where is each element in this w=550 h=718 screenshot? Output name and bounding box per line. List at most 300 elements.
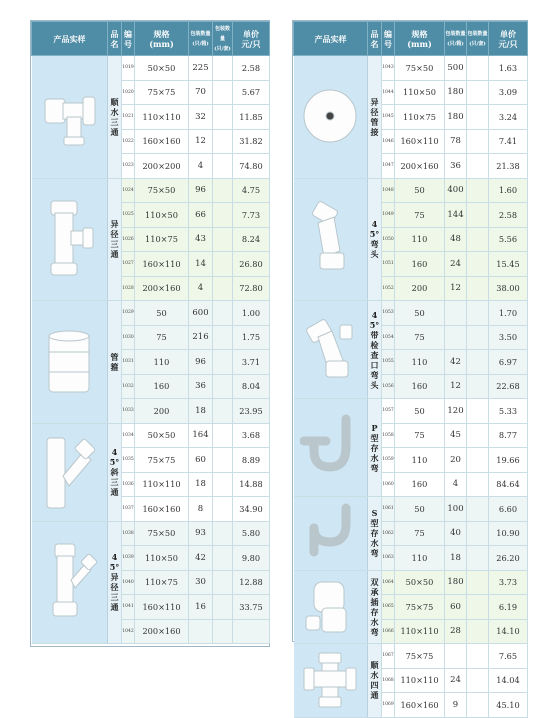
reducing-y-tee-icon (32, 521, 108, 644)
pack-cell: 18 (189, 472, 213, 497)
qty-cell (213, 619, 233, 644)
pack-cell: 180 (445, 570, 467, 595)
code-cell: 1066 (382, 619, 395, 644)
header-qty: 包装数量 (只/套) (213, 22, 233, 56)
code-cell: 1038 (122, 521, 135, 546)
qty-cell (213, 203, 233, 228)
header-photo: 产品实样 (294, 22, 368, 56)
pack-cell: 36 (445, 154, 467, 179)
pack-cell: 66 (189, 203, 213, 228)
price-cell: 5.67 (233, 80, 270, 105)
price-cell: 3.09 (489, 80, 528, 105)
spec-cell: 110×110 (395, 619, 445, 644)
price-cell: 5.80 (233, 521, 270, 546)
spec-cell: 110 (395, 546, 445, 571)
product-name: 45°斜三通 (108, 423, 122, 521)
qty-cell (213, 325, 233, 350)
price-cell: 1.70 (489, 301, 528, 326)
code-cell: 1050 (382, 227, 395, 252)
p-trap-icon (294, 399, 368, 497)
price-cell: 3.73 (489, 570, 528, 595)
right-table-body (294, 56, 528, 718)
spec-cell: 200×160 (135, 276, 189, 301)
pack-cell (445, 325, 467, 350)
product-name: S型存水弯 (368, 497, 382, 571)
qty-cell (213, 80, 233, 105)
qty-cell (213, 423, 233, 448)
code-cell: 1059 (382, 448, 395, 473)
price-cell: 1.00 (233, 301, 270, 326)
code-cell: 1026 (122, 227, 135, 252)
qty-cell (467, 423, 489, 448)
pack-cell: 4 (445, 472, 467, 497)
qty-cell (213, 521, 233, 546)
code-cell: 1020 (122, 80, 135, 105)
price-cell: 19.66 (489, 448, 528, 473)
pack-cell: 12 (445, 374, 467, 399)
qty-cell (467, 276, 489, 301)
qty-cell (213, 595, 233, 620)
spec-cell: 75 (135, 325, 189, 350)
price-cell: 4.75 (233, 178, 270, 203)
header-price: 单价 元/只 (489, 22, 528, 56)
pack-cell: 4 (189, 154, 213, 179)
code-cell: 1030 (122, 325, 135, 350)
table-row (32, 56, 270, 81)
qty-cell (467, 546, 489, 571)
price-cell: 33.75 (233, 595, 270, 620)
price-cell: 7.65 (489, 644, 528, 669)
code-cell: 1025 (122, 203, 135, 228)
spec-cell: 110 (395, 448, 445, 473)
price-cell: 11.85 (233, 105, 270, 130)
price-cell: 14.10 (489, 619, 528, 644)
product-name: P型存水弯 (368, 399, 382, 497)
spec-cell: 160×110 (135, 595, 189, 620)
price-cell: 21.38 (489, 154, 528, 179)
qty-cell (467, 252, 489, 277)
pack-cell: 20 (445, 448, 467, 473)
elbow-inspection-icon (294, 301, 368, 399)
qty-cell (467, 301, 489, 326)
code-cell: 1064 (382, 570, 395, 595)
spec-cell: 75×50 (135, 521, 189, 546)
pack-cell: 8 (189, 497, 213, 522)
price-cell: 34.90 (233, 497, 270, 522)
table-row (294, 56, 528, 81)
table-header-row (32, 22, 270, 56)
spec-cell: 50 (395, 497, 445, 522)
qty-cell (467, 595, 489, 620)
qty-cell (467, 374, 489, 399)
pack-cell (445, 301, 467, 326)
header-pack: 包装数量 (只/箱) (445, 22, 467, 56)
left-table-body (32, 56, 270, 644)
pack-cell: 12 (189, 129, 213, 154)
spec-cell: 75×75 (395, 644, 445, 669)
table-row (294, 570, 528, 595)
pack-cell: 42 (189, 546, 213, 571)
qty-cell (213, 178, 233, 203)
qty-cell (213, 301, 233, 326)
pack-cell: 180 (445, 80, 467, 105)
qty-cell (213, 227, 233, 252)
price-cell: 5.33 (489, 399, 528, 424)
table-row (294, 301, 528, 326)
pack-cell: 4 (189, 276, 213, 301)
code-cell: 1056 (382, 374, 395, 399)
product-name: 45°弯头 (368, 178, 382, 301)
code-cell: 1043 (382, 56, 395, 81)
code-cell: 1024 (122, 178, 135, 203)
spec-cell: 160×110 (395, 129, 445, 154)
spec-cell: 160×110 (135, 252, 189, 277)
qty-cell (467, 448, 489, 473)
pipe-coupling-icon (32, 301, 108, 424)
code-cell: 1057 (382, 399, 395, 424)
code-cell: 1041 (122, 595, 135, 620)
price-cell: 7.41 (489, 129, 528, 154)
price-cell: 31.82 (233, 129, 270, 154)
product-name: 顺水四通 (368, 644, 382, 718)
product-name: 管箍 (108, 301, 122, 424)
spec-cell: 200×160 (135, 619, 189, 644)
header-code: 编号 (122, 22, 135, 56)
tee-fitting-icon (32, 56, 108, 179)
spec-cell: 75×75 (395, 595, 445, 620)
price-cell: 6.19 (489, 595, 528, 620)
pack-cell: 60 (189, 448, 213, 473)
spec-cell: 200 (395, 276, 445, 301)
spec-cell: 50×50 (135, 56, 189, 81)
price-cell: 26.80 (233, 252, 270, 277)
product-name: 双承插存水弯 (368, 570, 382, 644)
spec-cell: 75 (395, 325, 445, 350)
table-row (294, 178, 528, 203)
qty-cell (467, 619, 489, 644)
code-cell: 1023 (122, 154, 135, 179)
table-row (32, 521, 270, 546)
price-table-left (31, 21, 270, 644)
price-cell (233, 619, 270, 644)
code-cell: 1045 (382, 105, 395, 130)
pack-cell: 43 (189, 227, 213, 252)
spec-cell: 75 (395, 203, 445, 228)
code-cell: 1035 (122, 448, 135, 473)
price-cell: 72.80 (233, 276, 270, 301)
code-cell: 1034 (122, 423, 135, 448)
code-cell: 1022 (122, 129, 135, 154)
pack-cell: 16 (189, 595, 213, 620)
price-cell: 38.00 (489, 276, 528, 301)
spec-cell: 110×110 (395, 668, 445, 693)
qty-cell (467, 570, 489, 595)
code-cell: 1033 (122, 399, 135, 424)
reducing-tee-icon (32, 178, 108, 301)
spec-cell: 160 (395, 472, 445, 497)
code-cell: 1065 (382, 595, 395, 620)
qty-cell (467, 227, 489, 252)
qty-cell (467, 350, 489, 375)
code-cell: 1039 (122, 546, 135, 571)
double-socket-trap-icon (294, 570, 368, 644)
code-cell: 1027 (122, 252, 135, 277)
spec-cell: 110×110 (135, 472, 189, 497)
qty-cell (467, 325, 489, 350)
code-cell: 1052 (382, 276, 395, 301)
spec-cell: 160×160 (135, 129, 189, 154)
pack-cell: 100 (445, 497, 467, 522)
price-cell: 6.97 (489, 350, 528, 375)
spec-cell: 75×50 (395, 56, 445, 81)
price-cell: 8.04 (233, 374, 270, 399)
code-cell: 1042 (122, 619, 135, 644)
price-cell: 74.80 (233, 154, 270, 179)
spec-cell: 160×160 (395, 693, 445, 718)
qty-cell (467, 178, 489, 203)
header-qty: 包装数量 (只/套) (467, 22, 489, 56)
header-name: 品名 (108, 22, 122, 56)
spec-cell: 75 (395, 423, 445, 448)
spec-cell: 110×50 (395, 80, 445, 105)
code-cell: 1031 (122, 350, 135, 375)
code-cell: 1061 (382, 497, 395, 522)
header-price: 单价 元/只 (233, 22, 270, 56)
qty-cell (467, 693, 489, 718)
price-cell: 3.71 (233, 350, 270, 375)
code-cell: 1046 (382, 129, 395, 154)
qty-cell (213, 497, 233, 522)
code-cell: 1058 (382, 423, 395, 448)
product-name: 异径三通 (108, 178, 122, 301)
product-name: 45°异径三通 (108, 521, 122, 644)
price-cell: 5.56 (489, 227, 528, 252)
price-cell: 22.68 (489, 374, 528, 399)
qty-cell (467, 154, 489, 179)
qty-cell (213, 472, 233, 497)
pack-cell: 9 (445, 693, 467, 718)
qty-cell (213, 570, 233, 595)
price-cell: 1.63 (489, 56, 528, 81)
qty-cell (467, 472, 489, 497)
pack-cell: 32 (189, 105, 213, 130)
pack-cell: 93 (189, 521, 213, 546)
pack-cell: 45 (445, 423, 467, 448)
price-cell: 14.88 (233, 472, 270, 497)
pack-cell: 216 (189, 325, 213, 350)
spec-cell: 200×160 (395, 154, 445, 179)
pack-cell: 30 (189, 570, 213, 595)
s-trap-icon (294, 497, 368, 571)
price-cell: 23.95 (233, 399, 270, 424)
qty-cell (213, 374, 233, 399)
table-row (32, 178, 270, 203)
code-cell: 1054 (382, 325, 395, 350)
price-cell: 1.75 (233, 325, 270, 350)
code-cell: 1049 (382, 203, 395, 228)
code-cell: 1051 (382, 252, 395, 277)
pack-cell: 78 (445, 129, 467, 154)
price-cell: 14.04 (489, 668, 528, 693)
spec-cell: 110 (395, 350, 445, 375)
qty-cell (467, 497, 489, 522)
qty-cell (467, 521, 489, 546)
price-cell: 26.20 (489, 546, 528, 571)
price-cell: 2.58 (489, 203, 528, 228)
spec-cell: 110 (135, 350, 189, 375)
qty-cell (213, 252, 233, 277)
table-row (294, 644, 528, 669)
product-name: 45°带检查口弯头 (368, 301, 382, 399)
pack-cell: 36 (189, 374, 213, 399)
price-cell: 8.24 (233, 227, 270, 252)
spec-cell: 75×75 (135, 448, 189, 473)
qty-cell (467, 399, 489, 424)
spec-cell: 200 (135, 399, 189, 424)
price-cell: 3.68 (233, 423, 270, 448)
header-spec: 规格 (mm) (395, 22, 445, 56)
pack-cell: 96 (189, 178, 213, 203)
code-cell: 1060 (382, 472, 395, 497)
spec-cell: 110×75 (135, 227, 189, 252)
code-cell: 1029 (122, 301, 135, 326)
qty-cell (467, 105, 489, 130)
spec-cell: 50 (395, 301, 445, 326)
header-name: 品名 (368, 22, 382, 56)
pack-cell: 24 (445, 252, 467, 277)
spec-cell: 50 (395, 178, 445, 203)
pack-cell: 18 (445, 546, 467, 571)
spec-cell: 200×200 (135, 154, 189, 179)
price-cell: 9.80 (233, 546, 270, 571)
qty-cell (213, 399, 233, 424)
code-cell: 1019 (122, 56, 135, 81)
pack-cell: 60 (445, 595, 467, 620)
header-spec: 规格 (mm) (135, 22, 189, 56)
header-code: 编号 (382, 22, 395, 56)
spec-cell: 110×50 (135, 203, 189, 228)
pack-cell: 600 (189, 301, 213, 326)
pack-cell: 96 (189, 350, 213, 375)
price-table-left-panel (30, 20, 270, 647)
price-cell: 1.60 (489, 178, 528, 203)
pack-cell: 42 (445, 350, 467, 375)
code-cell: 1053 (382, 301, 395, 326)
spec-cell: 50×50 (395, 570, 445, 595)
price-cell: 8.77 (489, 423, 528, 448)
spec-cell: 110×110 (135, 105, 189, 130)
qty-cell (213, 154, 233, 179)
code-cell: 1032 (122, 374, 135, 399)
qty-cell (213, 105, 233, 130)
pack-cell: 40 (445, 521, 467, 546)
spec-cell: 110×50 (135, 546, 189, 571)
header-photo: 产品实样 (32, 22, 108, 56)
reducer-coupling-icon (294, 56, 368, 179)
price-cell: 6.60 (489, 497, 528, 522)
code-cell: 1047 (382, 154, 395, 179)
code-cell: 1036 (122, 472, 135, 497)
spec-cell: 160 (395, 252, 445, 277)
elbow-45-icon (294, 178, 368, 301)
qty-cell (213, 546, 233, 571)
code-cell: 1062 (382, 521, 395, 546)
table-row (32, 301, 270, 326)
pack-cell: 70 (189, 80, 213, 105)
price-cell: 3.50 (489, 325, 528, 350)
pack-cell (189, 619, 213, 644)
price-cell: 10.90 (489, 521, 528, 546)
code-cell: 1040 (122, 570, 135, 595)
code-cell: 1048 (382, 178, 395, 203)
qty-cell (467, 644, 489, 669)
qty-cell (467, 203, 489, 228)
code-cell: 1063 (382, 546, 395, 571)
pack-cell: 225 (189, 56, 213, 81)
qty-cell (467, 129, 489, 154)
price-table-right-panel (292, 20, 528, 710)
spec-cell: 160 (135, 374, 189, 399)
pack-cell: 18 (189, 399, 213, 424)
qty-cell (213, 350, 233, 375)
spec-cell: 110×75 (135, 570, 189, 595)
price-cell: 3.24 (489, 105, 528, 130)
code-cell: 1069 (382, 693, 395, 718)
qty-cell (213, 129, 233, 154)
y-branch-tee-icon (32, 423, 108, 521)
code-cell: 1037 (122, 497, 135, 522)
spec-cell: 160×160 (135, 497, 189, 522)
table-row (32, 423, 270, 448)
table-row (294, 399, 528, 424)
pack-cell: 400 (445, 178, 467, 203)
pack-cell: 180 (445, 105, 467, 130)
pack-cell: 24 (445, 668, 467, 693)
spec-cell: 110×75 (395, 105, 445, 130)
qty-cell (467, 80, 489, 105)
product-name: 异径管接 (368, 56, 382, 179)
code-cell: 1044 (382, 80, 395, 105)
pack-cell: 14 (189, 252, 213, 277)
pack-cell: 500 (445, 56, 467, 81)
price-cell: 45.10 (489, 693, 528, 718)
pack-cell: 12 (445, 276, 467, 301)
pack-cell: 48 (445, 227, 467, 252)
price-cell: 15.45 (489, 252, 528, 277)
spec-cell: 110 (395, 227, 445, 252)
code-cell: 1068 (382, 668, 395, 693)
code-cell: 1021 (122, 105, 135, 130)
qty-cell (213, 56, 233, 81)
product-name: 顺水三通 (108, 56, 122, 179)
price-cell: 12.88 (233, 570, 270, 595)
code-cell: 1028 (122, 276, 135, 301)
qty-cell (467, 56, 489, 81)
pack-cell: 28 (445, 619, 467, 644)
pack-cell (445, 644, 467, 669)
code-cell: 1055 (382, 350, 395, 375)
price-table-right (293, 21, 528, 718)
header-pack: 包装数量 (只/箱) (189, 22, 213, 56)
table-row (294, 497, 528, 522)
price-cell: 7.73 (233, 203, 270, 228)
price-cell: 2.58 (233, 56, 270, 81)
spec-cell: 50 (395, 399, 445, 424)
pack-cell: 120 (445, 399, 467, 424)
code-cell: 1067 (382, 644, 395, 669)
pack-cell: 164 (189, 423, 213, 448)
price-cell: 84.64 (489, 472, 528, 497)
